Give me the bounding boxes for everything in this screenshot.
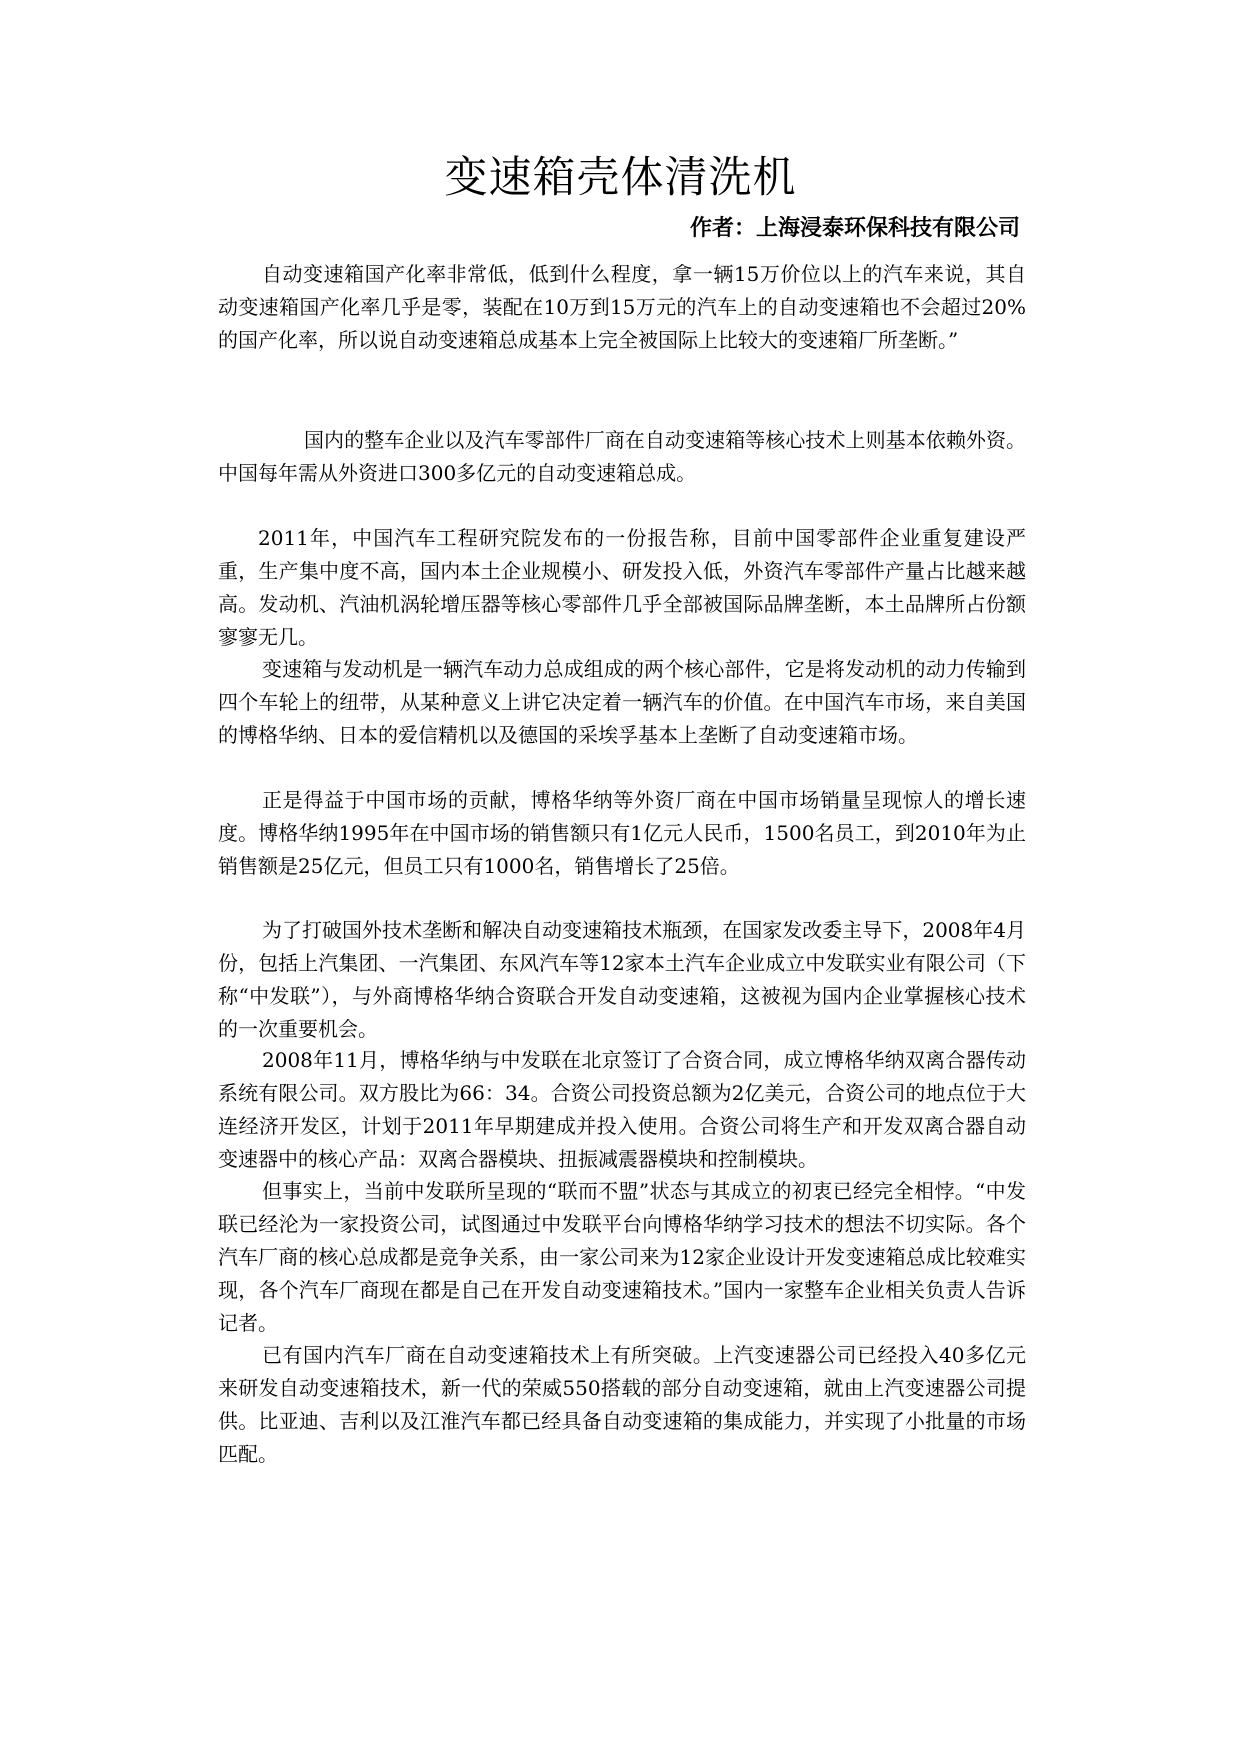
paragraph-5: 正是得益于中国市场的贡献，博格华纳等外资厂商在中国市场销量呈现惊人的增长速度。博格华纳1995年在中国市场的销售额只有1亿元人民币，1500名员工，到2010年为止销售额是25亿元，但员工只有1000名，销售增长了25倍。 [218, 788, 1026, 878]
paragraph-3: 2011年，中国汽车工程研究院发布的一份报告称，目前中国零部件企业重复建设严重，生产集中度不高，国内本土企业规模小、研发投入低，外资汽车零部件产量占比越来越高。发动机、汽油机涡轮增压器等核心零部件几乎全部被国际品牌垄断，本土品牌所占份额寥寥无几。 [218, 526, 1026, 649]
paragraph-2: 国内的整车企业以及汽车零部件厂商在自动变速箱等核心技术上则基本依赖外资。中国每年需从外资进口300多亿元的自动变速箱总成。 [218, 428, 1026, 485]
paragraph-6: 为了打破国外技术垄断和解决自动变速箱技术瓶颈，在国家发改委主导下，2008年4月份，包括上汽集团、一汽集团、东风汽车等12家本土汽车企业成立中发联实业有限公司（下称“中发联”），与外商博格华纳合资联合开发自动变速箱，这被视为国内企业掌握核心技术的一次重要机会。 [218, 918, 1026, 1041]
paragraph-7: 2008年11月，博格华纳与中发联在北京签订了合资合同，成立博格华纳双离合器传动系统有限公司。双方股比为66：34。合资公司投资总额为2亿美元，合资公司的地点位于大连经济开发区，计划于2011年早期建成并投入使用。合资公司将生产和开发双离合器自动变速器中的核心产品：双离合器模块、扭振减震器模块和控制模块。 [218, 1048, 1026, 1171]
paragraph-8: 但事实上，当前中发联所呈现的“联而不盟”状态与其成立的初衷已经完全相悖。“中发联已经沦为一家投资公司，试图通过中发联平台向博格华纳学习技术的想法不切实际。各个汽车厂商的核心总成都是竞争关系，由一家公司来为12家企业设计开发变速箱总成比较难实现，各个汽车厂商现在都是自己在开发自动变速箱技术。”国内一家整车企业相关负责人告诉记者。 [218, 1179, 1026, 1335]
paragraph-4: 变速箱与发动机是一辆汽车动力总成组成的两个核心部件，它是将发动机的动力传输到四个车轮上的纽带，从某种意义上讲它决定着一辆汽车的价值。在中国汽车市场，来自美国的博格华纳、日本的爱信精机以及德国的采埃孚基本上垄断了自动变速箱市场。 [218, 657, 1026, 747]
document-title: 变速箱壳体清洗机 [444, 153, 797, 203]
document-author: 作者：上海浸泰环保科技有限公司 [689, 216, 1020, 241]
paragraph-9: 已有国内汽车厂商在自动变速箱技术上有所突破。上汽变速器公司已经投入40多亿元来研发自动变速箱技术，新一代的荣威550搭载的部分自动变速箱，就由上汽变速器公司提供。比亚迪、吉利以及江淮汽车都已经具备自动变速箱的集成能力，并实现了小批量的市场匹配。 [218, 1343, 1026, 1466]
paragraph-1: 自动变速箱国产化率非常低，低到什么程度，拿一辆15万价位以上的汽车来说，其自动变速箱国产化率几乎是零，装配在10万到15万元的汽车上的自动变速箱也不会超过20%的国产化率，所以说自动变速箱总成基本上完全被国际上比较大的变速箱厂所垄断。” [218, 262, 1026, 352]
